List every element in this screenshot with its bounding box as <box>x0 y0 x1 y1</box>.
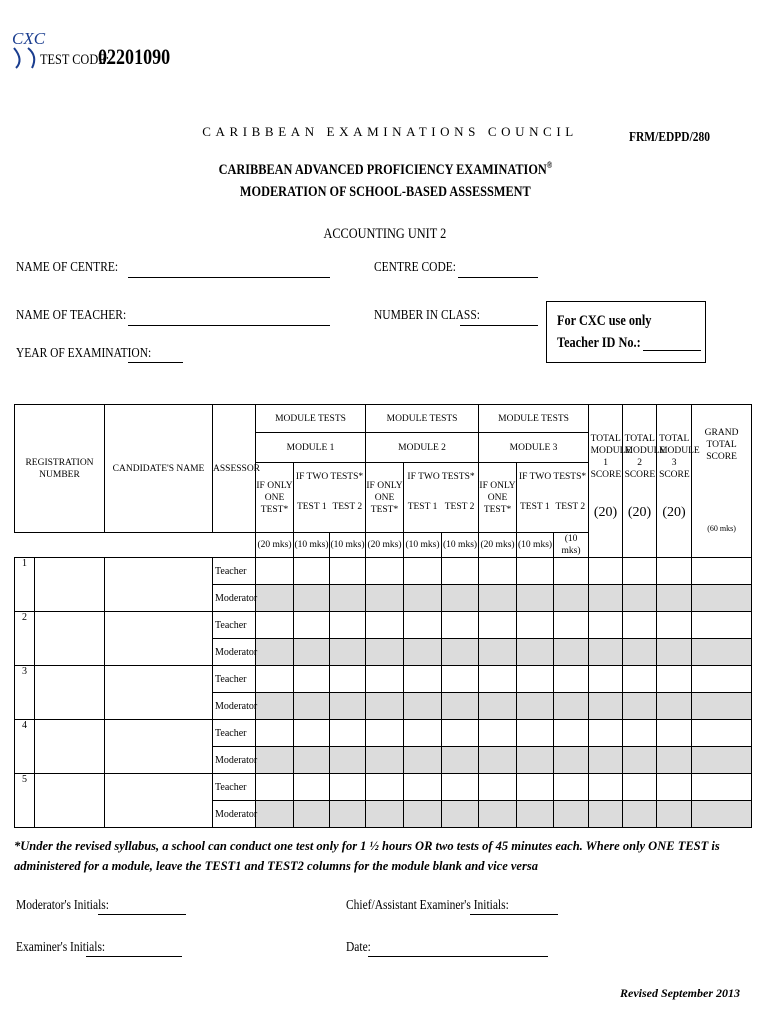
registration-number-cell[interactable] <box>35 612 105 666</box>
grand-total-header: GRAND TOTAL SCORE (60 mks) <box>692 405 752 558</box>
registration-number-cell[interactable] <box>35 720 105 774</box>
row-number: 1 <box>15 558 35 612</box>
score-cell[interactable] <box>554 639 589 666</box>
score-cell[interactable] <box>404 801 442 828</box>
score-cell[interactable] <box>256 612 294 639</box>
cxc-logo <box>10 28 44 70</box>
score-cell[interactable] <box>442 720 479 747</box>
score-cell[interactable] <box>517 558 554 585</box>
total-module-2-header: TOTAL MODULE 2 SCORE (20) <box>623 405 657 558</box>
score-cell[interactable] <box>366 666 404 693</box>
total-module-1-header: TOTAL MODULE 1 SCORE (20) <box>589 405 623 558</box>
teacher-id-input[interactable] <box>643 350 701 351</box>
score-cell[interactable] <box>294 639 330 666</box>
score-cell[interactable] <box>589 747 623 774</box>
score-cell[interactable] <box>330 720 366 747</box>
candidate-name-cell[interactable] <box>105 666 213 720</box>
moderator-label: Moderator <box>213 801 256 828</box>
score-cell[interactable] <box>517 801 554 828</box>
score-cell[interactable] <box>330 774 366 801</box>
score-cell[interactable] <box>366 585 404 612</box>
teacher-label: Teacher <box>213 666 256 693</box>
footnote: *Under the revised syllabus, a school can conduct one test only for 1 ½ hours OR two tests of 45 minutes each. Where only ONE TEST is administered for a module, leave the TEST1 and TEST2 columns for the module blank and vice versa <box>14 839 720 873</box>
teacher-label: Teacher <box>213 612 256 639</box>
m3-one-test-header: IF ONLY ONE TEST* <box>479 463 517 533</box>
examiner-initials-label: Examiner's Initials: <box>16 940 106 955</box>
registration-number-cell[interactable] <box>35 774 105 828</box>
m2-two-tests-header: IF TWO TESTS* TEST 1 TEST 2 <box>404 463 479 533</box>
score-cell[interactable] <box>442 558 479 585</box>
score-cell[interactable] <box>623 720 657 747</box>
moderator-initials-input[interactable] <box>98 914 186 915</box>
score-cell[interactable] <box>256 585 294 612</box>
candidate-name-cell[interactable] <box>105 612 213 666</box>
score-cell[interactable] <box>692 774 752 801</box>
score-cell[interactable] <box>623 774 657 801</box>
score-cell[interactable] <box>479 639 517 666</box>
score-cell[interactable] <box>479 774 517 801</box>
row-number: 4 <box>15 720 35 774</box>
score-cell[interactable] <box>330 801 366 828</box>
score-cell[interactable] <box>479 747 517 774</box>
score-cell[interactable] <box>623 639 657 666</box>
year-of-exam-label: YEAR OF EXAMINATION: <box>16 346 152 361</box>
score-cell[interactable] <box>294 585 330 612</box>
marks-10-1b: (10 mks) <box>330 533 366 558</box>
table-row <box>15 720 752 747</box>
teacher-label: Teacher <box>213 720 256 747</box>
score-cell[interactable] <box>517 639 554 666</box>
candidate-name-header: CANDIDATE'S NAME <box>105 405 213 533</box>
marks-10-2a: (10 mks) <box>404 533 442 558</box>
score-cell[interactable] <box>256 693 294 720</box>
score-cell[interactable] <box>256 639 294 666</box>
score-cell[interactable] <box>554 774 589 801</box>
score-cell[interactable] <box>404 558 442 585</box>
score-cell[interactable] <box>517 585 554 612</box>
score-cell[interactable] <box>554 558 589 585</box>
score-cell[interactable] <box>442 639 479 666</box>
score-cell[interactable] <box>442 801 479 828</box>
council-name: CARIBBEAN EXAMINATIONS COUNCIL <box>202 124 578 139</box>
score-cell[interactable] <box>366 801 404 828</box>
score-cell[interactable] <box>442 612 479 639</box>
marks-20-3: (20 mks) <box>479 533 517 558</box>
score-cell[interactable] <box>404 639 442 666</box>
candidate-name-cell[interactable] <box>105 720 213 774</box>
candidate-name-cell[interactable] <box>105 774 213 828</box>
score-cell[interactable] <box>366 558 404 585</box>
number-in-class-label: NUMBER IN CLASS: <box>374 308 480 323</box>
cxc-use-only-box: For CXC use only Teacher ID No.: <box>546 301 706 363</box>
score-cell[interactable] <box>692 693 752 720</box>
score-cell[interactable] <box>554 747 589 774</box>
score-cell[interactable] <box>554 585 589 612</box>
score-cell[interactable] <box>330 747 366 774</box>
date-label: Date: <box>346 940 371 955</box>
name-of-centre-label: NAME OF CENTRE: <box>16 260 119 275</box>
row-number: 3 <box>15 666 35 720</box>
score-cell[interactable] <box>692 639 752 666</box>
score-cell[interactable] <box>404 774 442 801</box>
subject-title: ACCOUNTING UNIT 2 <box>323 226 447 242</box>
score-cell[interactable] <box>294 801 330 828</box>
registration-number-cell[interactable] <box>35 558 105 612</box>
score-cell[interactable] <box>554 666 589 693</box>
score-cell[interactable] <box>330 639 366 666</box>
score-cell[interactable] <box>554 693 589 720</box>
score-cell[interactable] <box>692 801 752 828</box>
score-cell[interactable] <box>404 747 442 774</box>
score-cell[interactable] <box>657 693 692 720</box>
name-of-teacher-label: NAME OF TEACHER: <box>16 308 127 323</box>
score-cell[interactable] <box>256 720 294 747</box>
score-cell[interactable] <box>657 558 692 585</box>
score-cell[interactable] <box>657 801 692 828</box>
score-cell[interactable] <box>517 774 554 801</box>
score-cell[interactable] <box>692 747 752 774</box>
moderator-label: Moderator <box>213 747 256 774</box>
score-cell[interactable] <box>294 612 330 639</box>
name-of-centre-input[interactable] <box>128 277 330 278</box>
m2-one-test-header: IF ONLY ONE TEST* <box>366 463 404 533</box>
score-cell[interactable] <box>517 747 554 774</box>
chief-initials-input[interactable] <box>470 914 558 915</box>
chief-initials-label: Chief/Assistant Examiner's Initials: <box>346 898 509 913</box>
score-cell[interactable] <box>589 558 623 585</box>
score-cell[interactable] <box>554 612 589 639</box>
centre-code-input[interactable] <box>458 277 538 278</box>
table-row <box>15 612 752 639</box>
score-cell[interactable] <box>294 693 330 720</box>
row-number: 5 <box>15 774 35 828</box>
score-cell[interactable] <box>330 666 366 693</box>
registration-number-header: REGISTRATION NUMBER <box>15 405 105 533</box>
teacher-label: Teacher <box>213 774 256 801</box>
marks-20-1: (20 mks) <box>256 533 294 558</box>
score-cell[interactable] <box>404 585 442 612</box>
score-cell[interactable] <box>657 747 692 774</box>
exam-title: CARIBBEAN ADVANCED PROFICIENCY EXAMINATION® <box>218 160 552 178</box>
score-cell[interactable] <box>442 747 479 774</box>
teacher-label: Teacher <box>213 558 256 585</box>
score-cell[interactable] <box>589 666 623 693</box>
marks-10-2b: (10 mks) <box>442 533 479 558</box>
score-cell[interactable] <box>256 774 294 801</box>
score-cell[interactable] <box>256 747 294 774</box>
score-cell[interactable] <box>256 666 294 693</box>
score-cell[interactable] <box>623 585 657 612</box>
marks-10-1a: (10 mks) <box>294 533 330 558</box>
score-cell[interactable] <box>479 720 517 747</box>
date-input[interactable] <box>368 956 548 957</box>
score-cell[interactable] <box>692 720 752 747</box>
score-cell[interactable] <box>589 585 623 612</box>
score-cell[interactable] <box>589 720 623 747</box>
module-1-header: MODULE 1 <box>256 433 366 463</box>
table-row <box>15 666 752 693</box>
score-cell[interactable] <box>657 720 692 747</box>
score-cell[interactable] <box>366 639 404 666</box>
test-code-label: TEST CODE: <box>40 52 110 68</box>
score-cell[interactable] <box>366 612 404 639</box>
score-cell[interactable] <box>517 720 554 747</box>
score-cell[interactable] <box>692 612 752 639</box>
moderator-label: Moderator <box>213 585 256 612</box>
revised-date: Revised September 2013 <box>620 986 740 1000</box>
m1-one-test-header: IF ONLY ONE TEST* <box>256 463 294 533</box>
score-cell[interactable] <box>330 585 366 612</box>
score-cell[interactable] <box>404 666 442 693</box>
score-cell[interactable] <box>554 720 589 747</box>
score-cell[interactable] <box>256 558 294 585</box>
score-cell[interactable] <box>479 558 517 585</box>
score-cell[interactable] <box>330 558 366 585</box>
score-cell[interactable] <box>692 585 752 612</box>
score-cell[interactable] <box>366 693 404 720</box>
form-code: FRM/EDPD/280 <box>629 130 711 145</box>
score-cell[interactable] <box>589 774 623 801</box>
score-cell[interactable] <box>366 720 404 747</box>
score-cell[interactable] <box>623 693 657 720</box>
row-number: 2 <box>15 612 35 666</box>
total-module-3-header: TOTAL MODULE 3 SCORE (20) <box>657 405 692 558</box>
score-cell[interactable] <box>479 666 517 693</box>
score-cell[interactable] <box>623 801 657 828</box>
score-cell[interactable] <box>404 612 442 639</box>
name-of-teacher-input[interactable] <box>128 325 330 326</box>
score-cell[interactable] <box>623 612 657 639</box>
year-of-exam-input[interactable] <box>128 362 183 363</box>
score-cell[interactable] <box>479 801 517 828</box>
svg-text:CXC: CXC <box>12 29 46 48</box>
moderator-initials-label: Moderator's Initials: <box>16 898 109 913</box>
score-cell[interactable] <box>623 666 657 693</box>
score-cell[interactable] <box>442 774 479 801</box>
test-code-value: 02201090 <box>98 44 171 69</box>
module-tests-header-1: MODULE TESTS <box>256 405 366 433</box>
moderator-label: Moderator <box>213 639 256 666</box>
score-cell[interactable] <box>294 666 330 693</box>
score-cell[interactable] <box>294 774 330 801</box>
score-cell[interactable] <box>404 720 442 747</box>
score-cell[interactable] <box>692 558 752 585</box>
module-tests-header-3: MODULE TESTS <box>479 405 589 433</box>
score-cell[interactable] <box>554 801 589 828</box>
moderator-label: Moderator <box>213 693 256 720</box>
score-cell[interactable] <box>294 558 330 585</box>
score-cell[interactable] <box>657 666 692 693</box>
marks-row-spacer <box>15 533 256 558</box>
score-cell[interactable] <box>517 666 554 693</box>
registration-number-cell[interactable] <box>35 666 105 720</box>
score-cell[interactable] <box>366 747 404 774</box>
score-cell[interactable] <box>442 666 479 693</box>
score-cell[interactable] <box>657 639 692 666</box>
score-cell[interactable] <box>657 612 692 639</box>
score-cell[interactable] <box>479 693 517 720</box>
score-cell[interactable] <box>442 585 479 612</box>
m3-two-tests-header: IF TWO TESTS* TEST 1 TEST 2 <box>517 463 589 533</box>
moderation-title: MODERATION OF SCHOOL-BASED ASSESSMENT <box>239 184 531 200</box>
score-cell[interactable] <box>294 720 330 747</box>
score-cell[interactable] <box>589 612 623 639</box>
score-cell[interactable] <box>256 801 294 828</box>
score-cell[interactable] <box>330 693 366 720</box>
module-2-header: MODULE 2 <box>366 433 479 463</box>
score-cell[interactable] <box>517 693 554 720</box>
number-in-class-input[interactable] <box>460 325 538 326</box>
marks-20-2: (20 mks) <box>366 533 404 558</box>
score-cell[interactable] <box>294 747 330 774</box>
score-cell[interactable] <box>623 747 657 774</box>
marks-10-3a: (10 mks) <box>517 533 554 558</box>
score-cell[interactable] <box>442 693 479 720</box>
score-cell[interactable] <box>366 774 404 801</box>
score-cell[interactable] <box>479 585 517 612</box>
centre-code-label: CENTRE CODE: <box>374 260 456 275</box>
score-cell[interactable] <box>692 666 752 693</box>
marks-10-3b: (10 mks) <box>554 533 589 558</box>
moderation-table <box>14 404 752 828</box>
score-cell[interactable] <box>589 639 623 666</box>
score-cell[interactable] <box>479 612 517 639</box>
score-cell[interactable] <box>589 801 623 828</box>
examiner-initials-input[interactable] <box>86 956 182 957</box>
score-cell[interactable] <box>330 612 366 639</box>
score-cell[interactable] <box>404 693 442 720</box>
score-cell[interactable] <box>517 612 554 639</box>
score-cell[interactable] <box>589 693 623 720</box>
score-cell[interactable] <box>657 774 692 801</box>
module-tests-header-2: MODULE TESTS <box>366 405 479 433</box>
m1-two-tests-header: IF TWO TESTS* TEST 1 TEST 2 <box>294 463 366 533</box>
score-cell[interactable] <box>657 585 692 612</box>
module-3-header: MODULE 3 <box>479 433 589 463</box>
score-cell[interactable] <box>623 558 657 585</box>
table-row <box>15 774 752 801</box>
table-row <box>15 558 752 585</box>
assessor-header: ASSESSOR <box>213 405 256 533</box>
candidate-name-cell[interactable] <box>105 558 213 612</box>
